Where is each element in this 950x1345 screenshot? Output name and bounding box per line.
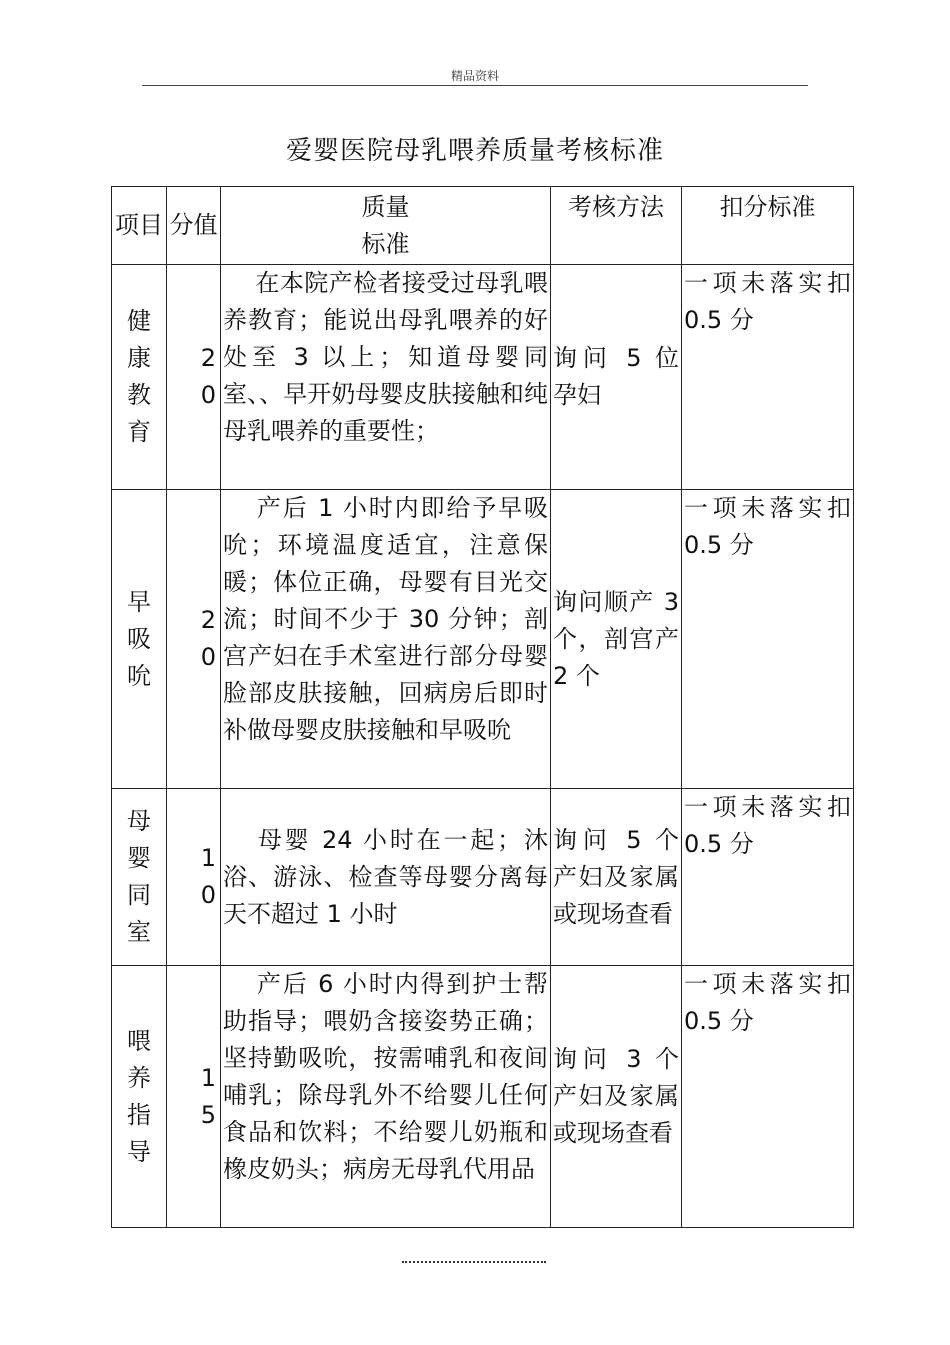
row-standard-text: 产后 1 小时内即给予早吸吮；环境温度适宜，注意保暖；体位正确，母婴有目光交流；时间不少于 30 分钟；剖宫产妇在手术室进行部分母婴脸部皮肤接触，回病房后即时补做母婴皮肤接触和早吸吮 xyxy=(223,494,548,744)
table-row xyxy=(112,265,854,490)
row-standard xyxy=(221,789,551,966)
row-score-cell xyxy=(167,966,221,1228)
row-item-cell xyxy=(112,789,167,966)
document-title: 爱婴医院母乳喂养质量考核标准 xyxy=(285,136,664,166)
row-method: 询问顺产 3 个，剖宫产 2 个 xyxy=(551,490,682,789)
row-score: 20 xyxy=(200,606,216,671)
row-standard xyxy=(221,966,551,1228)
header-score: 分值 xyxy=(167,187,221,265)
row-standard-text: 产后 6 小时内得到护士帮助指导；喂奶含接姿势正确；坚持勤吸吮，按需哺乳和夜间哺乳；除母乳外不给婴儿任何食品和饮料；不给婴儿奶瓶和橡皮奶头；病房无母乳代用品 xyxy=(223,970,548,1183)
row-item: 喂养指导 xyxy=(127,1026,151,1166)
row-score: 10 xyxy=(200,844,216,909)
row-item: 早吸吮 xyxy=(127,587,151,690)
row-score: 20 xyxy=(200,344,216,409)
row-item-cell xyxy=(112,490,167,789)
row-item-cell xyxy=(112,265,167,490)
row-method: 询问 5 个产妇及家属或现场查看 xyxy=(551,789,682,966)
assessment-table xyxy=(111,186,854,1228)
row-deduct: 一项未落实扣 0.5 分 xyxy=(682,966,854,1228)
header-method: 考核方法 xyxy=(551,187,682,265)
header-standard xyxy=(221,187,551,265)
row-standard xyxy=(221,490,551,789)
row-deduct: 一项未落实扣 0.5 分 xyxy=(682,265,854,490)
table-row xyxy=(112,490,854,789)
row-item: 健康教育 xyxy=(127,307,151,446)
header-divider xyxy=(142,85,808,86)
row-item-cell xyxy=(112,966,167,1228)
header-item: 项目 xyxy=(112,187,167,265)
row-standard xyxy=(221,265,551,490)
row-deduct: 一项未落实扣 0.5 分 xyxy=(682,490,854,789)
header-standard-line1: 质量 xyxy=(361,192,410,221)
row-method: 询问 3 个产妇及家属或现场查看 xyxy=(551,966,682,1228)
header-deduct: 扣分标准 xyxy=(682,187,854,265)
row-deduct: 一项未落实扣 0.5 分 xyxy=(682,789,854,966)
row-score-cell xyxy=(167,265,221,490)
table-row xyxy=(112,966,854,1228)
footer-divider xyxy=(402,1261,546,1263)
header-standard-line2: 标准 xyxy=(361,229,410,258)
row-score-cell xyxy=(167,789,221,966)
table-header-row xyxy=(112,187,854,265)
row-score: 15 xyxy=(200,1063,216,1129)
page-header: 精品资料 xyxy=(450,69,499,83)
row-method: 询问 5 位孕妇 xyxy=(551,265,682,490)
table-row xyxy=(112,789,854,966)
row-standard-text: 在本院产检者接受过母乳喂养教育；能说出母乳喂养的好处至 3 以上；知道母婴同室、、早开奶母婴皮肤接触和纯母乳喂养的重要性； xyxy=(223,269,548,445)
row-standard-text: 母婴 24 小时在一起；沐浴、游泳、检查等母婴分离每天不超过 1 小时 xyxy=(223,825,548,928)
row-score-cell xyxy=(167,490,221,789)
row-item: 母婴同室 xyxy=(127,807,151,946)
